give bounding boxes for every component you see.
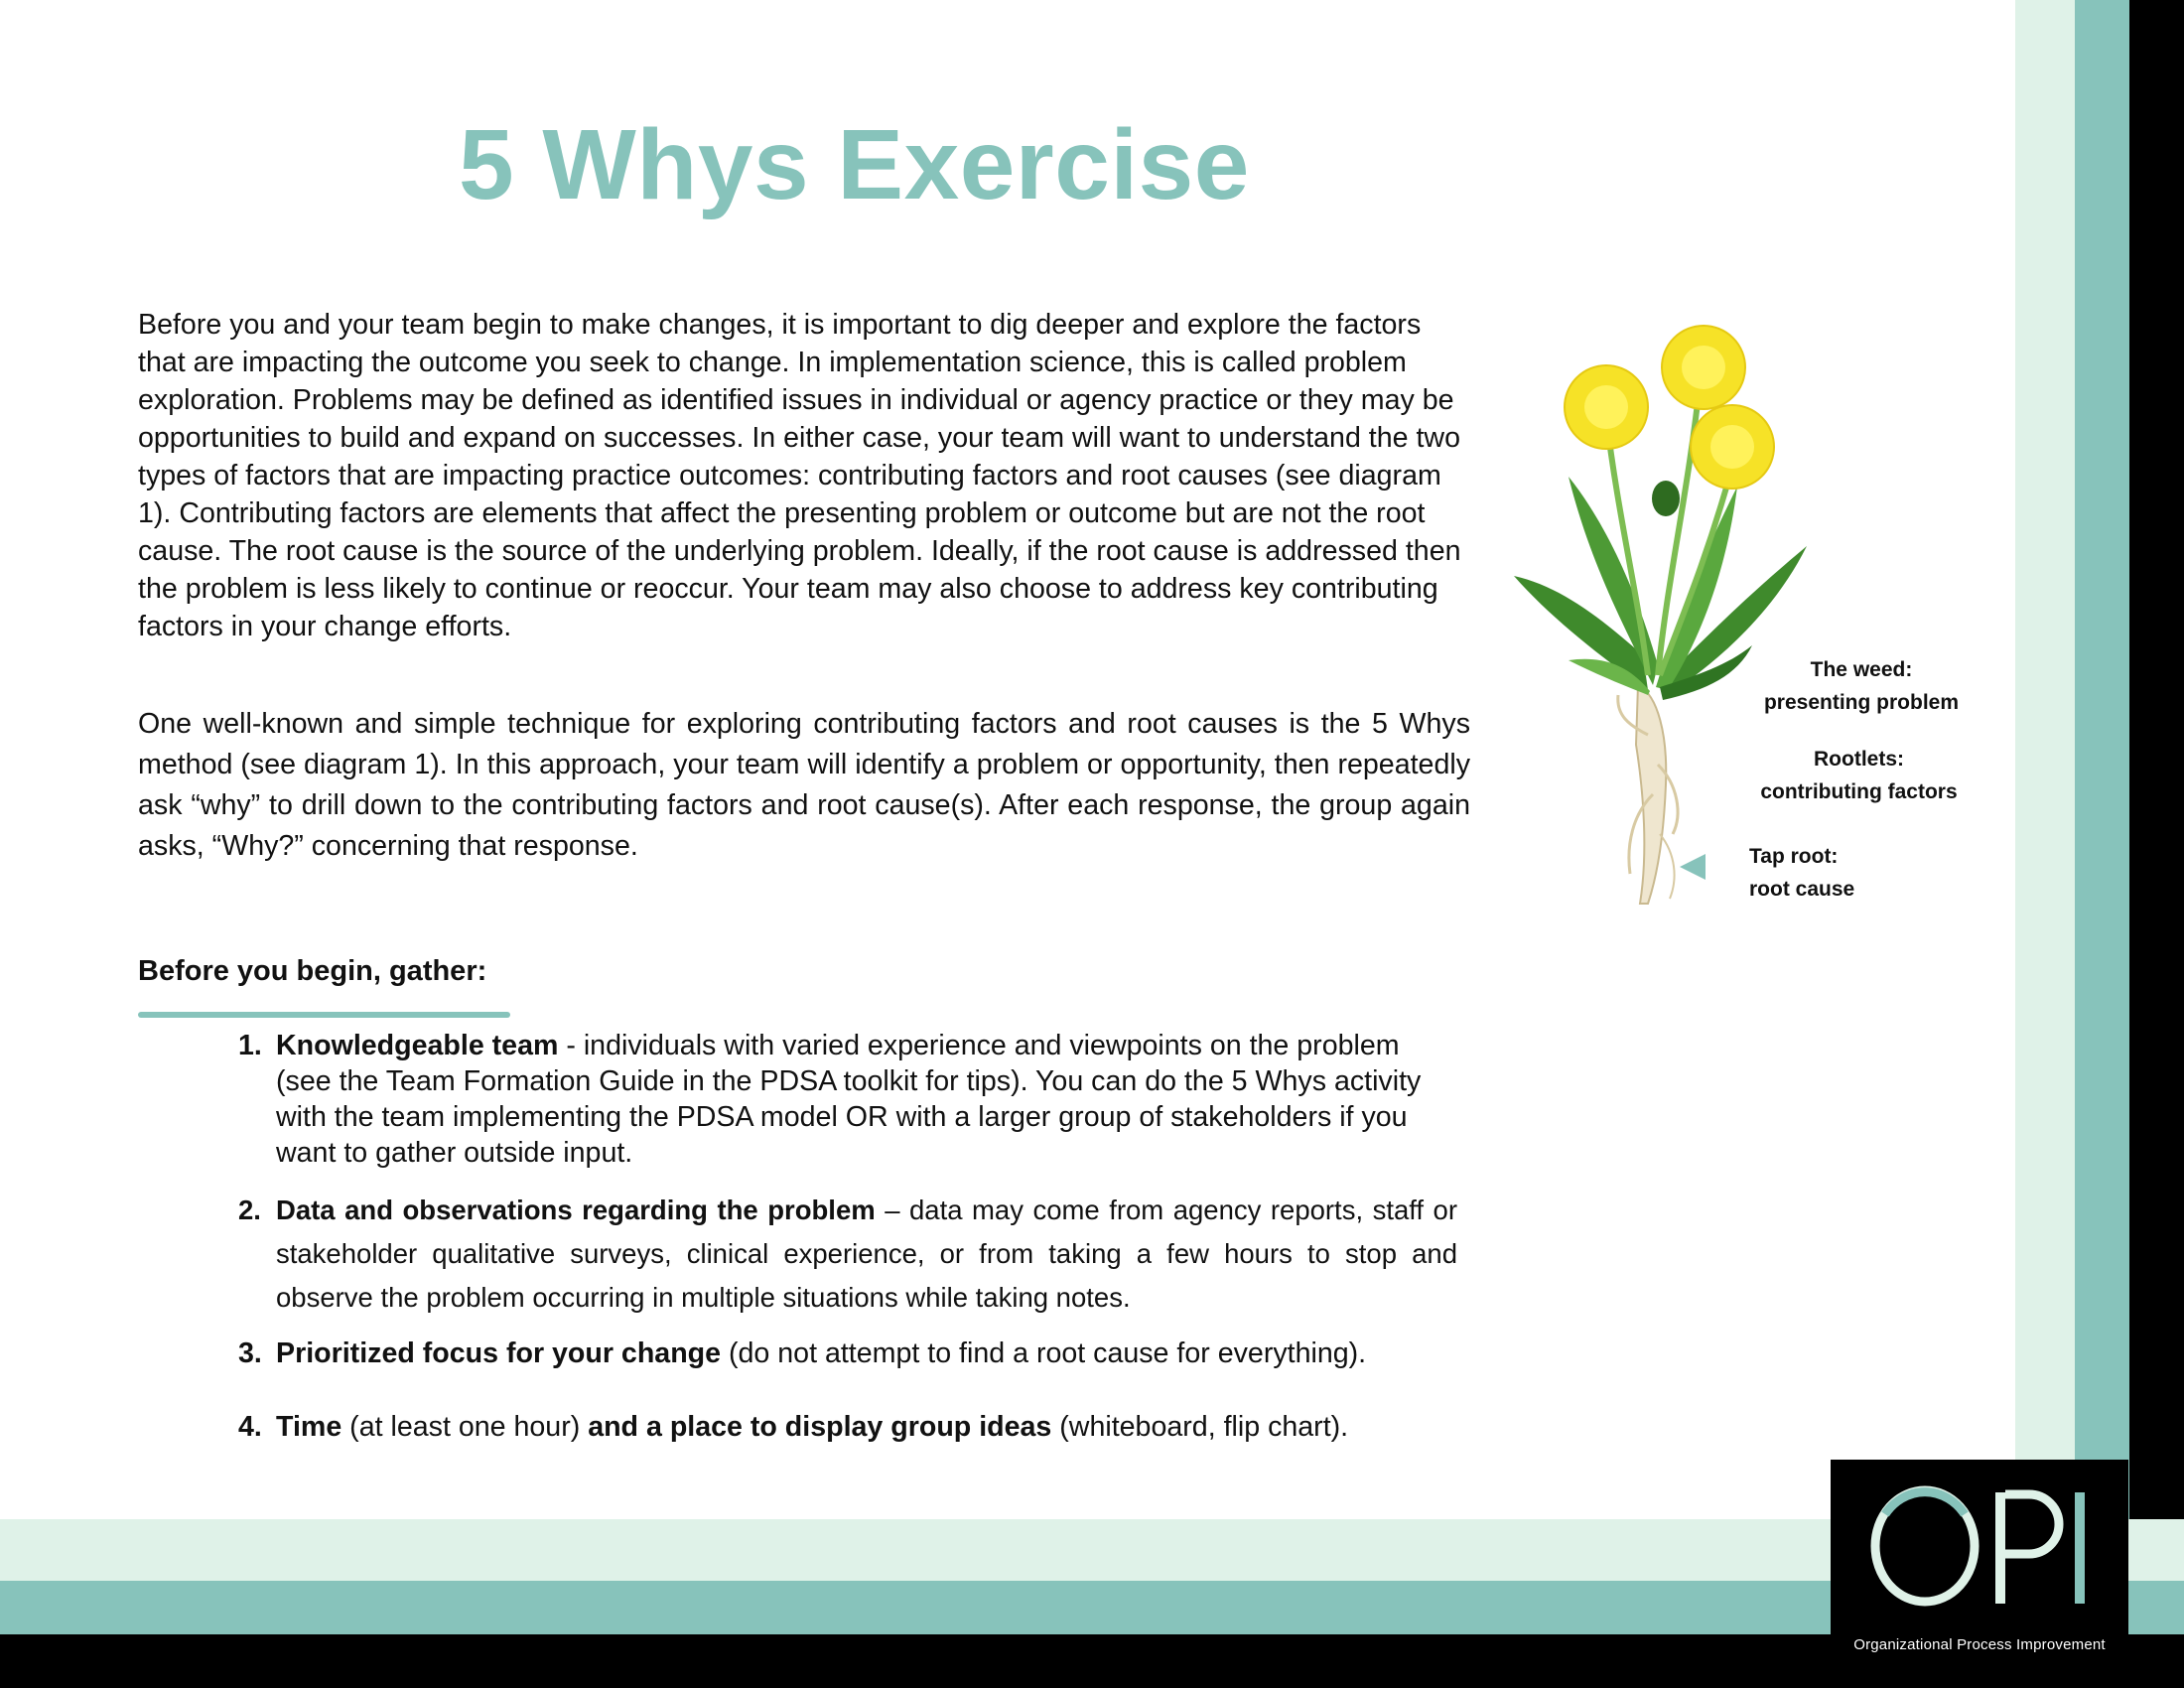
taproot-label [1749, 840, 1868, 906]
list-item-text-2: (whiteboard, flip chart). [1051, 1411, 1349, 1443]
taproot-label-title: Tap root: [1749, 845, 1839, 868]
gather-list [238, 1028, 1457, 1447]
weed-label [1747, 653, 1976, 719]
dandelion-diagram [1509, 318, 1837, 914]
intro-paragraph-1: Before you and your team begin to make changes, it is important to dig deeper and explore the factors that are impacting the outcome you seek to change. In implementation science, this is called problem exploration. Problems may be defined as identified issues in individual or agency practice or they may be opportunities to build and expand on successes. In either case, your team will want to understand the two types of factors that are impacting practice outcomes: contributing factors and root causes (see diagram 1). Contributing factors are elements that affect the presenting problem or outcome but are not the root cause. The root cause is the source of the underlying problem. Ideally, if the root cause is addressed then the problem is less likely to continue or reoccur. Your team may also choose to address key contributing factors in your change efforts. [138, 309, 1461, 642]
list-item-bold: Prioritized focus for your change [276, 1337, 722, 1369]
list-item-bold: Data and observations regarding the problem [276, 1195, 876, 1225]
rootlets-label-desc: contributing factors [1760, 780, 1958, 803]
list-item-bold-2: and a place to display group ideas [588, 1411, 1052, 1443]
list-item-text: (at least one hour) [341, 1411, 589, 1443]
gather-divider [138, 1012, 510, 1018]
taproot-label-desc: root cause [1749, 878, 1855, 901]
intro-paragraph-2: One well-known and simple technique for exploring contributing factors and root causes is the 5 Whys method (see diagram 1). In this approach, your team will identify a problem or opportunity, then repeatedly ask “why” to drill down to the contributing factors and root cause(s). After each response, the group again asks, “Why?” concerning that response. [138, 708, 1470, 862]
list-item [238, 1334, 1457, 1373]
rootlets-label-title: Rootlets: [1814, 748, 1904, 771]
gather-heading: Before you begin, gather: [138, 955, 487, 987]
list-number: 1. [238, 1030, 262, 1061]
weed-label-desc: presenting problem [1763, 691, 1960, 714]
list-item [238, 1028, 1457, 1171]
weed-label-title: The weed: [1810, 658, 1913, 681]
list-item-bold: Time [276, 1411, 342, 1443]
opi-logo-mark [1870, 1484, 2099, 1614]
logo-tagline: Organizational Process Improvement [1853, 1636, 2106, 1653]
list-item-text: - individuals with varied experience and viewpoints on the problem (see the Team Formation Guide in the PDSA toolkit for tips). You can do the 5 Whys activity with the team implementing the PDSA model OR with a larger group of stakeholders if you want to gather outside input. [276, 1030, 1422, 1169]
right-teal-band [2075, 0, 2129, 1519]
list-item [238, 1407, 1457, 1447]
rootlets-label [1747, 743, 1971, 808]
list-item [238, 1189, 1457, 1320]
list-number: 2. [238, 1195, 261, 1225]
page-title: 5 Whys Exercise [459, 109, 1250, 220]
list-number: 4. [238, 1411, 262, 1443]
opi-logo [1831, 1460, 2128, 1688]
right-black-band [2129, 0, 2184, 1688]
list-item-text: – data may come from agency reports, staff or stakeholder qualitative surveys, clinical experience, or from taking a few hours to stop and observe the problem occurring in multiple situations while taking notes. [276, 1195, 1458, 1313]
list-number: 3. [238, 1337, 262, 1369]
taproot-pointer-icon [1678, 852, 1707, 882]
list-item-bold: Knowledgeable team [276, 1030, 559, 1061]
list-item-text: (do not attempt to find a root cause for everything). [721, 1337, 1367, 1369]
right-light-band [2015, 0, 2075, 1519]
